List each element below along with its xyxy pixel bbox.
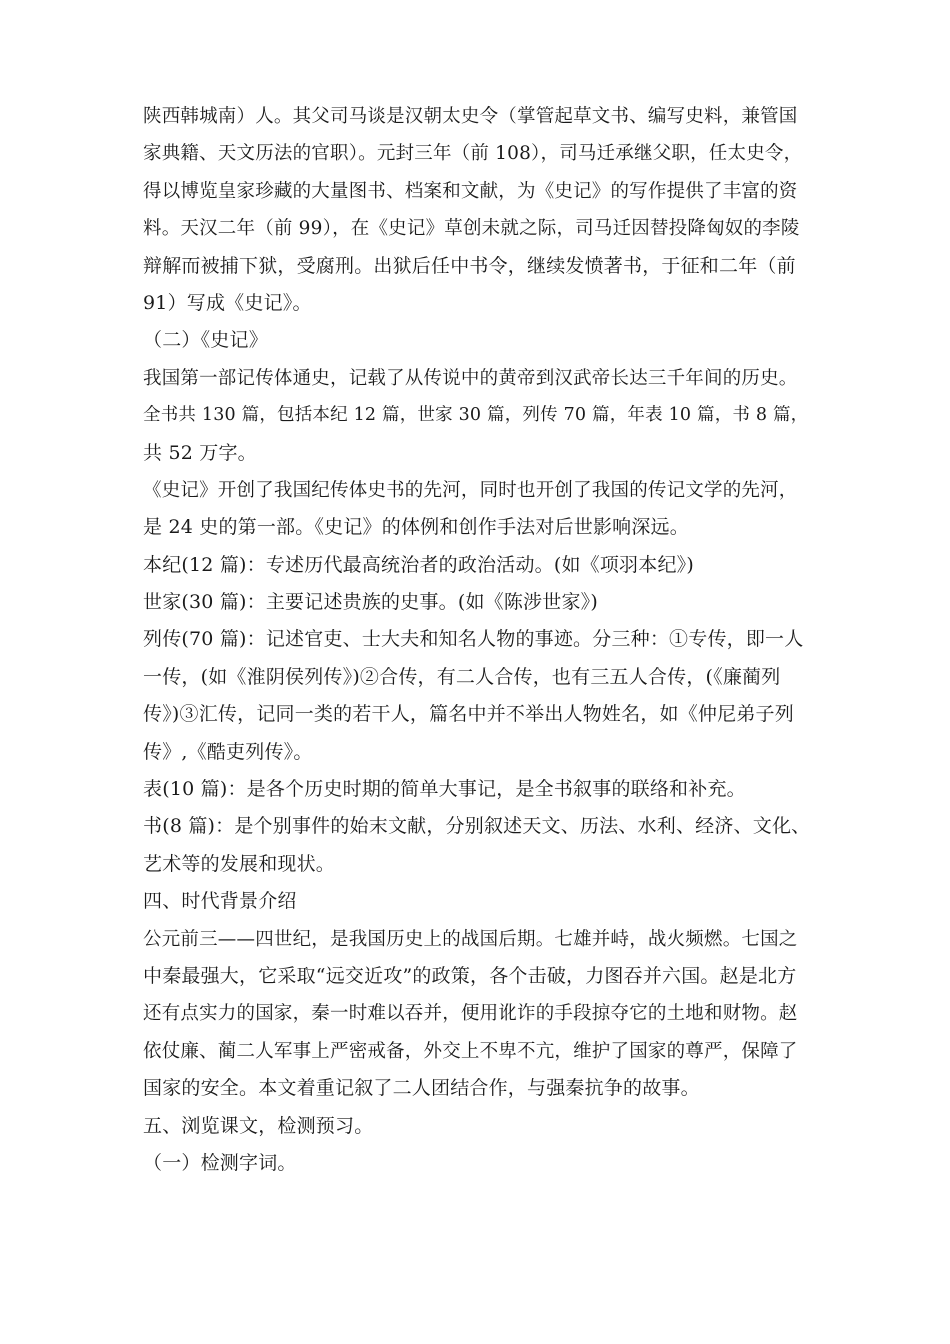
text-line-biography-1: 陕西韩城南）人。其父司马谈是汉朝太史令（掌管起草文书、编写史料，兼管国 bbox=[143, 106, 798, 127]
text-line-shijia: 世家(30 篇)：主要记述贵族的史事。(如《陈涉世家》) bbox=[143, 591, 598, 614]
text-line-shiji-1: 我国第一部记传体通史，记载了从传说中的黄帝到汉武帝长达三千年间的历史。 bbox=[143, 367, 798, 389]
text-line-background-3: 还有点实力的国家，秦一时难以吞并，便用讹诈的手段掠夺它的土地和财物。赵 bbox=[143, 1003, 798, 1025]
text-line-shiji-4: 《史记》开创了我国纪传体史书的先河，同时也开创了我国的传记文学的先河， bbox=[143, 479, 798, 501]
text-line-shiji-5: 是 24 史的第一部。《史记》的体例和创作手法对后世影响深远。 bbox=[143, 516, 689, 539]
text-line-shiji-3: 共 52 万字。 bbox=[143, 441, 257, 464]
text-line-biao: 表(10 篇)：是各个历史时期的简单大事记，是全书叙事的联络和补充。 bbox=[143, 778, 746, 801]
section-heading-vocabulary: （一）检测字词。 bbox=[143, 1151, 297, 1174]
text-line-biography-5: 辩解而被捕下狱，受腐刑。出狱后任中书令，继续发愤著书，于征和二年（前 bbox=[143, 254, 796, 277]
text-line-background-2: 中秦最强大，它采取“远交近攻”的政策，各个击破，力图吞并六国。赵是北方 bbox=[143, 964, 797, 987]
text-line-shu-2: 艺术等的发展和现状。 bbox=[143, 852, 336, 875]
text-line-biography-3: 得以博览皇家珍藏的大量图书、档案和文献，为《史记》的写作提供了丰富的资 bbox=[143, 180, 798, 202]
text-line-liezhuan-2: 一传，(如《淮阴侯列传》)②合传，有二人合传，也有三五人合传，(《廉蔺列 bbox=[143, 665, 781, 688]
section-heading-preview: 五、浏览课文，检测预习。 bbox=[143, 1114, 374, 1137]
text-line-liezhuan-1: 列传(70 篇)：记述官吏、士大夫和知名人物的事迹。分三种：①专传，即一人 bbox=[143, 628, 804, 651]
text-line-biography-4: 料。天汉二年（前 99），在《史记》草创未就之际，司马迁因替投降匈奴的李陵 bbox=[143, 218, 800, 240]
text-line-biography-6: 91）写成《史记》。 bbox=[143, 291, 312, 314]
text-line-background-1: 公元前三——四世纪，是我国历史上的战国后期。七雄并峙，战火频燃。七国之 bbox=[143, 928, 798, 950]
text-line-shu-1: 书(8 篇)：是个别事件的始末文献，分别叙述天文、历法、水利、经济、文化、 bbox=[143, 815, 811, 838]
text-line-biography-2: 家典籍、天文历法的官职）。元封三年（前 108），司马迁承继父职，任太史令， bbox=[143, 143, 803, 165]
section-heading-shiji: （二）《史记》 bbox=[143, 329, 268, 352]
document-page bbox=[143, 98, 813, 1182]
text-line-liezhuan-3: 传》)③汇传，记同一类的若干人，篇名中并不举出人物姓名，如《仲尼弟子列 bbox=[143, 703, 794, 726]
text-line-background-4: 依仗廉、蔺二人军事上严密戒备，外交上不卑不亢，维护了国家的尊严，保障了 bbox=[143, 1040, 798, 1062]
text-line-liezhuan-4: 传》,《酷吏列传》。 bbox=[143, 740, 313, 763]
text-line-benji: 本纪(12 篇)：专述历代最高统治者的政治活动。(如《项羽本纪》) bbox=[143, 553, 694, 576]
section-heading-background: 四、时代背景介绍 bbox=[143, 890, 297, 913]
text-line-background-5: 国家的安全。本文着重记叙了二人团结合作，与强秦抗争的故事。 bbox=[143, 1077, 700, 1100]
text-line-shiji-2: 全书共 130 篇，包括本纪 12 篇，世家 30 篇，列传 70 篇，年表 10 篇，书 8 篇， bbox=[143, 405, 809, 426]
